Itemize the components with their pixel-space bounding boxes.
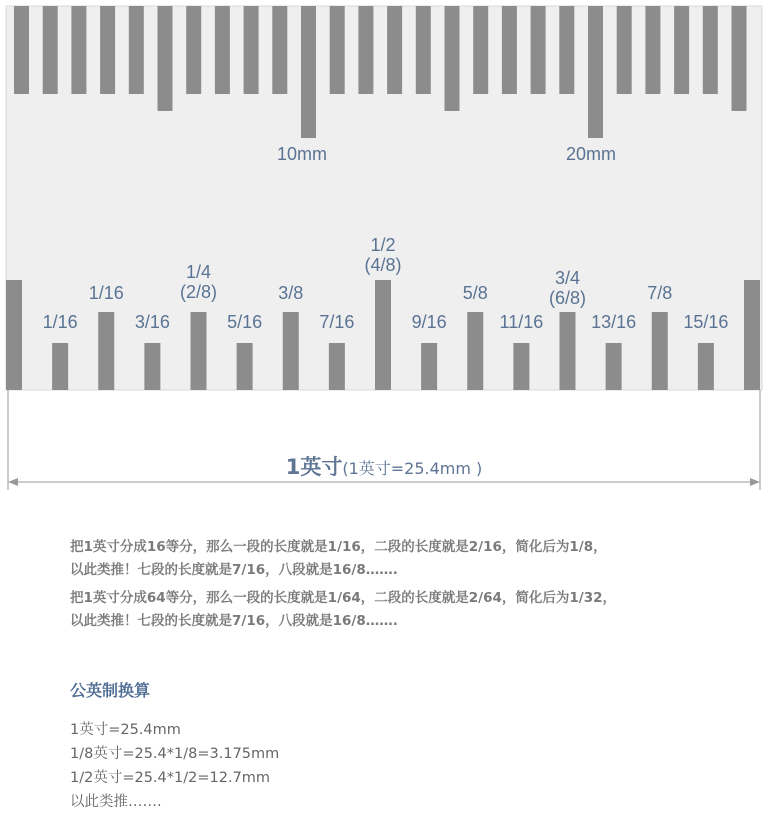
mm-tick <box>416 6 431 94</box>
mm-tick <box>588 6 603 138</box>
inch-tick <box>652 312 668 390</box>
inch-note: (1英寸=25.4mm ) <box>342 459 483 478</box>
paragraph-line: 以此类推！七段的长度就是7/16，八段就是16/8……. <box>70 613 398 629</box>
conversion-line: 1/2英寸=25.4*1/2=12.7mm <box>70 770 271 786</box>
inch-tick <box>375 280 391 390</box>
inch-tick <box>606 343 622 390</box>
mm-tick <box>272 6 287 94</box>
fraction-label: 3/8 <box>278 283 304 303</box>
fraction-label: 5/16 <box>227 312 263 332</box>
inch-tick <box>283 312 299 390</box>
mm-label-10: 10mm <box>276 144 328 164</box>
paragraph-16ths <box>70 536 607 582</box>
fraction-label-eighths: (4/8) <box>364 255 402 275</box>
mm-tick <box>645 6 660 94</box>
inch-tick <box>421 343 437 390</box>
paragraph-line: 把1英寸分成64等分，那么一段的长度就是1/64，二段的长度就是2/64，简化后为1/32， <box>70 590 617 606</box>
mm-tick <box>473 6 488 94</box>
mm-tick <box>43 6 58 94</box>
conversion-list <box>70 718 279 814</box>
paragraph-line: 把1英寸分成16等分，那么一段的长度就是1/16，二段的长度就是2/16，简化后为1/8， <box>70 539 607 555</box>
mm-label-20: 20mm <box>565 144 617 164</box>
fraction-label: 5/8 <box>462 283 488 303</box>
mm-tick <box>129 6 144 94</box>
mm-tick <box>703 6 718 94</box>
mm-tick <box>158 6 173 111</box>
fraction-label: 3/4 <box>554 268 581 288</box>
mm-tick <box>301 6 316 138</box>
conversion-line: 1/8英寸=25.4*1/8=3.175mm <box>70 746 280 762</box>
paragraph-line: 以此类推！七段的长度就是7/16，八段就是16/8……. <box>70 562 398 578</box>
mm-tick <box>445 6 460 111</box>
mm-tick <box>71 6 86 94</box>
inch-tick <box>698 343 714 390</box>
inch-tick <box>144 343 160 390</box>
inch-tick <box>237 343 253 390</box>
inch-tick <box>191 312 207 390</box>
mm-tick <box>531 6 546 94</box>
mm-tick <box>100 6 115 94</box>
paragraph-64ths <box>70 587 616 633</box>
fraction-label: 1/16 <box>42 312 78 332</box>
inch-tick <box>329 343 345 390</box>
inch-tick <box>98 312 114 390</box>
mm-tick <box>617 6 632 94</box>
fraction-label-eighths: (6/8) <box>548 288 587 308</box>
mm-tick <box>387 6 402 94</box>
section-title: 公英制换算 <box>70 681 151 700</box>
mm-tick <box>559 6 574 94</box>
mm-tick <box>732 6 747 111</box>
fraction-label: 7/8 <box>647 283 673 303</box>
mm-tick <box>502 6 517 94</box>
dimension-arrow-right <box>750 478 760 486</box>
conversion-line: 以此类推……. <box>70 794 162 810</box>
inch-tick <box>744 280 760 390</box>
dimension-arrow-left <box>8 478 18 486</box>
inch-tick <box>560 312 576 390</box>
fraction-label-eighths: (2/8) <box>179 282 218 302</box>
mm-tick <box>244 6 259 94</box>
fraction-label: 1/16 <box>88 283 124 303</box>
fraction-label: 9/16 <box>411 312 447 332</box>
mm-tick <box>330 6 345 94</box>
inch-tick <box>467 312 483 390</box>
mm-tick <box>14 6 29 94</box>
mm-tick <box>215 6 230 94</box>
inch-caption <box>286 455 483 479</box>
inch-tick <box>6 280 22 390</box>
inch-tick <box>52 343 68 390</box>
fraction-label: 7/16 <box>319 312 355 332</box>
fraction-label: 15/16 <box>683 312 729 332</box>
fraction-label: 3/16 <box>134 312 170 332</box>
mm-tick <box>358 6 373 94</box>
fraction-label: 11/16 <box>499 312 544 332</box>
fraction-label: 13/16 <box>591 312 637 332</box>
mm-tick <box>186 6 201 94</box>
mm-tick <box>674 6 689 94</box>
inch-tick <box>513 343 529 390</box>
conversion-line: 1英寸=25.4mm <box>70 722 181 738</box>
fraction-label: 1/2 <box>370 235 396 255</box>
inch-label: 1英寸 <box>285 455 343 479</box>
fraction-label: 1/4 <box>185 262 212 282</box>
